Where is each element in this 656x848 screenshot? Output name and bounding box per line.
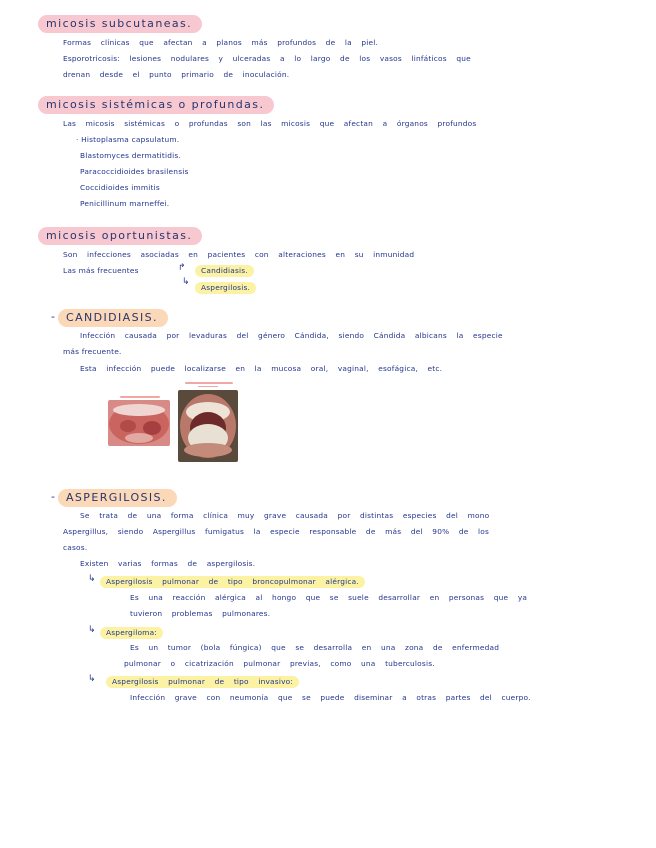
image-caption-mark — [120, 396, 160, 398]
text-line: tuvieron problemas pulmonares. — [130, 609, 271, 618]
highlight-aspergilosis: Aspergilosis. — [195, 282, 256, 294]
dash-bullet: - — [51, 490, 55, 503]
oral-candidiasis-photo — [178, 390, 238, 462]
list-item: · Histoplasma capsulatum. — [76, 135, 180, 144]
highlight-form3-title: Aspergilosis pulmonar de tipo invasivo: — [106, 676, 299, 688]
text-line: Es una reacción alérgica al hongo que se suele desarrollar en personas que ya — [130, 593, 528, 602]
arrow-return-icon: ↳ — [88, 574, 96, 584]
text-line: Se trata de una forma clínica muy grave causada por distintas especies del mono — [80, 511, 490, 520]
text-line: Infección grave con neumonía que se puede diseminar a otras partes del cuerpo. — [130, 693, 531, 702]
heading-micosis-sistemicas: micosis sistémicas o profundas. — [38, 96, 274, 114]
branch-arrow-icon: ↳ — [182, 277, 190, 287]
text-line: pulmonar o cicatrización pulmonar previas, como una tuberculosis. — [124, 659, 435, 668]
highlight-candidiasis: Candidiasis. — [195, 265, 254, 277]
image-caption-mark — [198, 386, 218, 387]
branch-arrow-icon: ↱ — [178, 263, 186, 273]
text-line: Aspergillus, siendo Aspergillus fumigatus la especie responsable de más del 90% de los — [63, 527, 490, 536]
dash-bullet: - — [51, 310, 55, 323]
highlight-form2-title: Aspergiloma: — [100, 627, 163, 639]
text-line: más frecuente. — [63, 347, 122, 356]
image-caption-mark — [185, 382, 233, 384]
heading-micosis-oportunistas: micosis oportunistas. — [38, 227, 202, 245]
text-line: Existen varias formas de aspergilosis. — [80, 559, 256, 568]
arrow-return-icon: ↳ — [88, 674, 96, 684]
text-line: Las más frecuentes — [63, 266, 139, 275]
text-line: Formas clínicas que afectan a planos más profundos de la piel. — [63, 38, 379, 47]
list-item: Coccidioides immitis — [80, 183, 160, 192]
heading-micosis-subcutaneas: micosis subcutaneas. — [38, 15, 202, 33]
text-line: casos. — [63, 543, 88, 552]
text-line: Esporotricosis: lesiones nodulares y ulceradas a lo largo de los vasos linfáticos que — [63, 54, 471, 63]
text-line: Las micosis sistémicas o profundas son las micosis que afectan a órganos profundos — [63, 119, 477, 128]
text-line: Es un tumor (bola fúngica) que se desarrolla en una zona de enfermedad — [130, 643, 500, 652]
list-item: Blastomyces dermatitidis. — [80, 151, 182, 160]
text-line: Son infecciones asociadas en pacientes con alteraciones en su inmunidad — [63, 250, 415, 259]
text-line: Esta infección puede localizarse en la mucosa oral, vaginal, esofágica, etc. — [80, 364, 443, 373]
text-line: Infección causada por levaduras del género Cándida, siendo Cándida albicans la especie — [80, 331, 503, 340]
heading-aspergilosis: ASPERGILOSIS. — [58, 489, 177, 507]
arrow-return-icon: ↳ — [88, 625, 96, 635]
list-item: Paracoccidioides brasilensis — [80, 167, 189, 176]
text-line: drenan desde el punto primario de inoculación. — [63, 70, 290, 79]
highlight-form1-title: Aspergilosis pulmonar de tipo broncopulmonar alérgica. — [100, 576, 365, 588]
list-item: Penicillinum marneffei. — [80, 199, 170, 208]
oral-lesion-photo — [108, 400, 170, 446]
heading-candidiasis: CANDIDIASIS. — [58, 309, 168, 327]
